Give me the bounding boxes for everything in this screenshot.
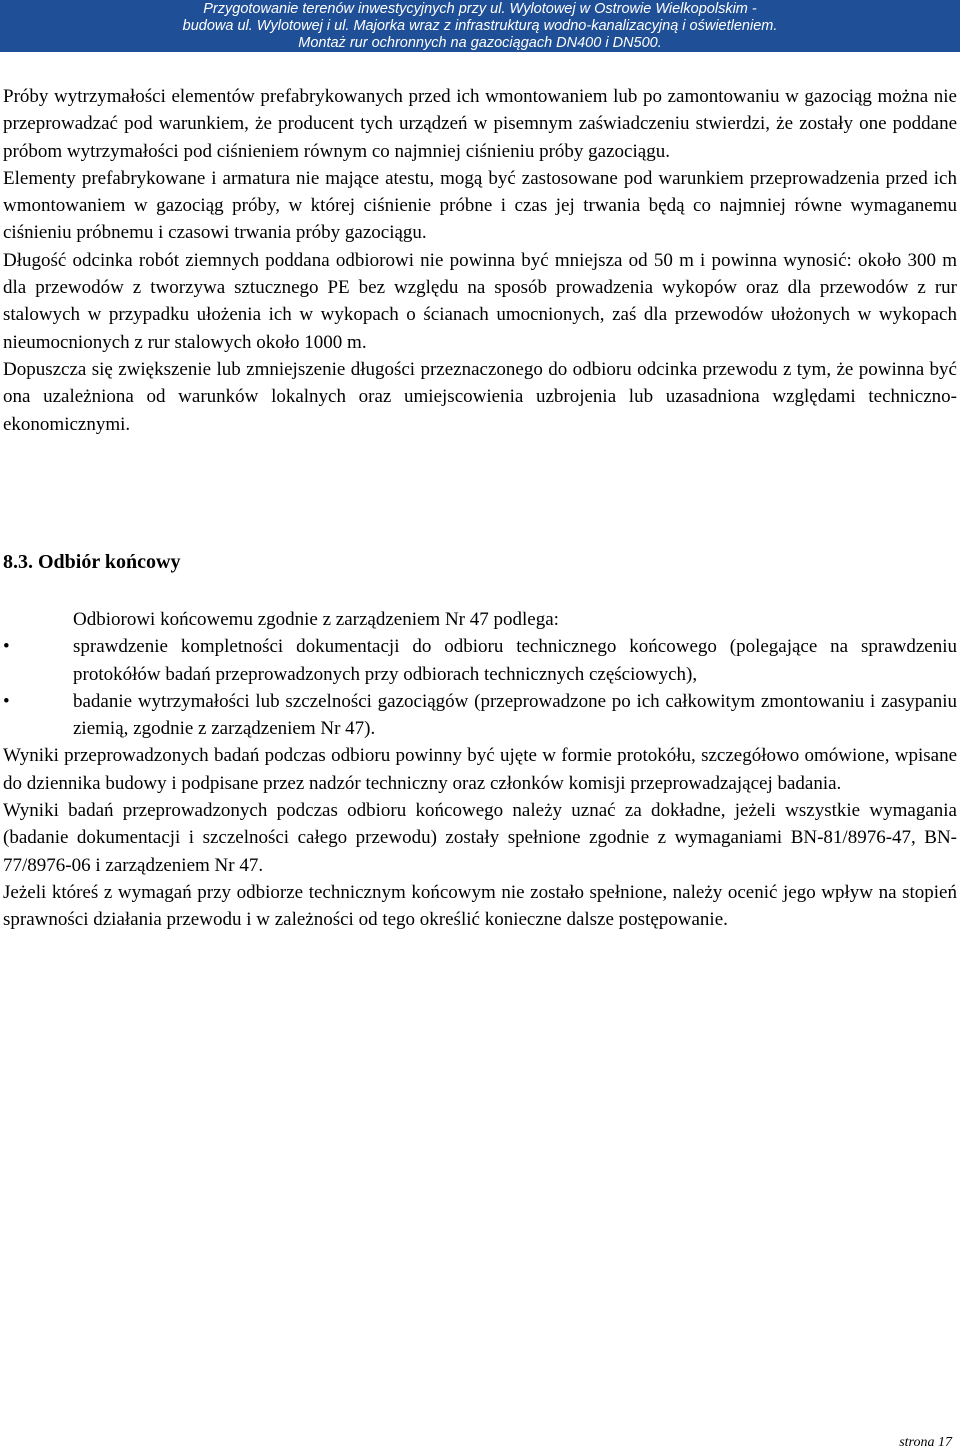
paragraph-1: Próby wytrzymałości elementów prefabrykowanych przed ich wmontowaniem lub po zamontowaniu w gazociąg można nie przeprowadzać pod warunkiem, że producent tych urządzeń w pisemnym zaświadczeniu stwierdzi, że zostały one poddane próbom wytrzymałości pod ciśnieniem równym co najmniej ciśnieniu próby gazociągu. xyxy=(3,86,957,162)
bullet-list xyxy=(3,633,957,742)
paragraph-6: Wyniki badań przeprowadzonych podczas odbioru końcowego należy uznać za dokładne, jeżeli wszystkie wymagania (badanie dokumentacji i szczelności całego przewodu) zostały spełnione zgodnie z wymaganiami BN-81/8976-47, BN-77/8976-06 i zarządzeniem Nr 47. xyxy=(3,800,957,876)
section-heading: 8.3. Odbiór końcowy xyxy=(3,551,181,573)
header-line-3: Montaż rur ochronnych na gazociągach DN400 i DN500. xyxy=(298,35,662,51)
page-number: strona 17 xyxy=(899,1435,952,1450)
paragraph-2: Elementy prefabrykowane i armatura nie mające atestu, mogą być zastosowane pod warunkiem przeprowadzenia przed ich wmontowaniem w gazociąg próby, w której ciśnienie próbne i czas jej trwania będą co najmniej równe wymaganemu ciśnieniu próbnemu i czasowi trwania próby gazociągu. xyxy=(3,167,957,244)
body-section-1 xyxy=(3,83,957,438)
section-intro: Odbiorowi końcowemu zgodnie z zarządzeniem Nr 47 podlega: xyxy=(73,609,559,630)
list-item xyxy=(3,633,957,688)
body-section-2 xyxy=(3,606,957,934)
list-item-text: sprawdzenie kompletności dokumentacji do odbioru technicznego końcowego (polegające na sprawdzeniu protokółów badań przeprowadzonych przy odbiorach technicznych częściowych), xyxy=(73,636,957,685)
paragraph-4: Dopuszcza się zwiększenie lub zmniejszenie długości przeznaczonego do odbioru odcinka przewodu z tym, że powinna być ona uzależniona od warunków lokalnych oraz umiejscowienia uzbrojenia lub uzasadniona względami techniczno-ekonomicznymi. xyxy=(3,358,957,435)
bullet-icon: • xyxy=(3,636,10,658)
document-header xyxy=(0,0,960,52)
paragraph-5: Wyniki przeprowadzonych badań podczas odbioru powinny być ujęte w formie protokółu, szczegółowo omówione, wpisane do dziennika budowy i podpisane przez nadzór techniczny oraz członków komisji przeprowadzającej badania. xyxy=(3,745,957,794)
header-line-2: budowa ul. Wylotowej i ul. Majorka wraz z infrastrukturą wodno-kanalizacyjną i oświetleniem. xyxy=(182,18,778,34)
list-item xyxy=(3,688,957,743)
paragraph-3: Długość odcinka robót ziemnych poddana odbiorowi nie powinna być mniejsza od 50 m i powinna wynosić: około 300 m dla przewodów z tworzywa sztucznego PE bez względu na sposób prowadzenia wykopów oraz dla przewodów z rur stalowych w przypadku ułożenia ich w wykopach o ścianach umocnionych, zaś dla przewodów ułożonych w wykopach nieumocnionych z rur stalowych około 1000 m. xyxy=(3,249,957,353)
list-item-text: badanie wytrzymałości lub szczelności gazociągów (przeprowadzone po ich całkowitym zmontowaniu i zasypaniu ziemią, zgodnie z zarządzeniem Nr 47). xyxy=(73,690,957,740)
paragraph-7: Jeżeli któreś z wymagań przy odbiorze technicznym końcowym nie zostało spełnione, należy ocenić jego wpływ na stopień sprawności działania przewodu i w zależności od tego określić konieczne dalsze postępowanie. xyxy=(3,881,957,931)
bullet-icon: • xyxy=(3,690,10,712)
header-line-1: Przygotowanie terenów inwestycyjnych przy ul. Wylotowej w Ostrowie Wielkopolskim - xyxy=(203,1,757,17)
